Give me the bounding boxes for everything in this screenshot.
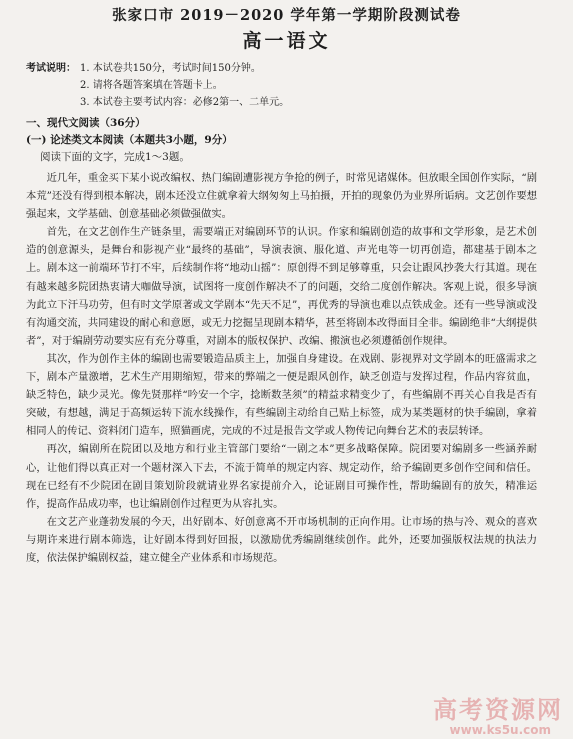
note-item: 3. 本试卷主要考试内容：必修2第一、二单元。 [80,97,290,108]
exam-title: 张家口市 2019－2020 学年第一学期阶段测试卷 [112,7,461,24]
section-heading: 一、现代文阅读（36分） [26,117,146,129]
subject-title: 高一语文 [242,30,331,52]
watermark-logo: 高考资源网 [433,696,563,724]
subsection-heading: (一) 论述类文本阅读（本题共3小题，9分） [26,134,233,146]
reading-instruction: 阅读下面的文字，完成1～3题。 [40,151,190,163]
passage-paragraph: 近几年，重金买下某小说改编权、热门编剧遭影视方争抢的例子，时常见诸媒体。但放眼全国创作实际，“剧本荒”还没有得到根本解决，剧本还没立住就拿着大纲匆匆上马拍摄，开拍的现象仍为业界所诟病。文艺创作要想强起来，文学基础、创意基础必须做强做实。 [26,172,537,221]
passage-paragraph: 首先，在文艺创作生产链条里，需要端正对编剧环节的认识。作家和编剧创造的故事和文学形象，是艺术创造的创意源头，是舞台和影视产业“最终的基础”，导演表演、服化道、声光电等一切再创造，都建基于剧本之上。剧本这一前端环节打不牢，后续制作将“地动山摇”：原创得不到足够尊重，只会让跟风抄袭大行其道。现在有越来越多院团热衷请大咖做导演，试图将一度创作解决不了的问题，交给二度创作解决。客观上说，很多导演为此立下汗马功劳，但有时文学原著或文学剧本“先天不足”，再优秀的导演也难以点铁成金。还有一些导演或没有沟通交流，共同建设的耐心和意愿，或无力挖掘呈现剧本精华，甚至将剧本改得面目全非。编剧绝非“大纲提供者”，对于编剧劳动要实应有充分尊重，对剧本的版权保护、改编、搬演也必须遵循创作规律。 [26,226,537,347]
note-item: 1. 本试卷共150分，考试时间150分钟。 [80,63,261,74]
notes-label: 考试说明： [26,63,76,74]
reading-passage [26,169,537,567]
passage-paragraph: 在文艺产业蓬勃发展的今天，出好剧本、好创意离不开市场机制的正向作用。让市场的热与冷、观众的喜欢与期许来进行剧本筛选，让好剧本得到好回报，以激励优秀编剧继续创作。此外，还要加强版权法规的执法力度，依法保护编剧权益，建立健全产业体系和市场规范。 [26,515,537,564]
watermark-url: www.ks5u.com [449,723,551,737]
note-item: 2. 请将各题答案填在答题卡上。 [80,80,223,91]
passage-paragraph: 再次，编剧所在院团以及地方和行业主管部门要给“一剧之本”更多战略保障。院团要对编剧多一些涵养耐心，让他们得以真正对一个题材深入下去，不流于简单的规定内容、规定动作，给予编剧更多创作空间和信任。现在已经有不少院团在剧目策划阶段就请业界名家提前介入，论证剧目可操作性，帮助编剧有的放矢，精准运作，提高作品成功率，也让编剧创作过程更为从容扎实。 [26,443,537,510]
exam-notes [26,60,573,111]
passage-paragraph: 其次，作为创作主体的编剧也需要锻造品质主上，加强自身建设。在戏剧、影视界对文学剧本的旺盛需求之下，剧本产量激增，艺术生产用期缩短，带来的弊端之一便是跟风创作，缺乏创造与发挥过程，作品内容贫血，缺乏特色，缺少灵光。像先贤那样“吟安一个字，捻断数茎须”的精益求精变少了，有些编剧不再关心自我是否有突破，有想越，满足于高频运转下流水线操作，有些编剧主动给自己贴上标签，成为某类题材的快手编剧，拿着相同人的传记、资料闭门造车，照猫画虎，完成的不过是报告文学或人物传记向舞台艺术的表层转译。 [26,352,537,438]
